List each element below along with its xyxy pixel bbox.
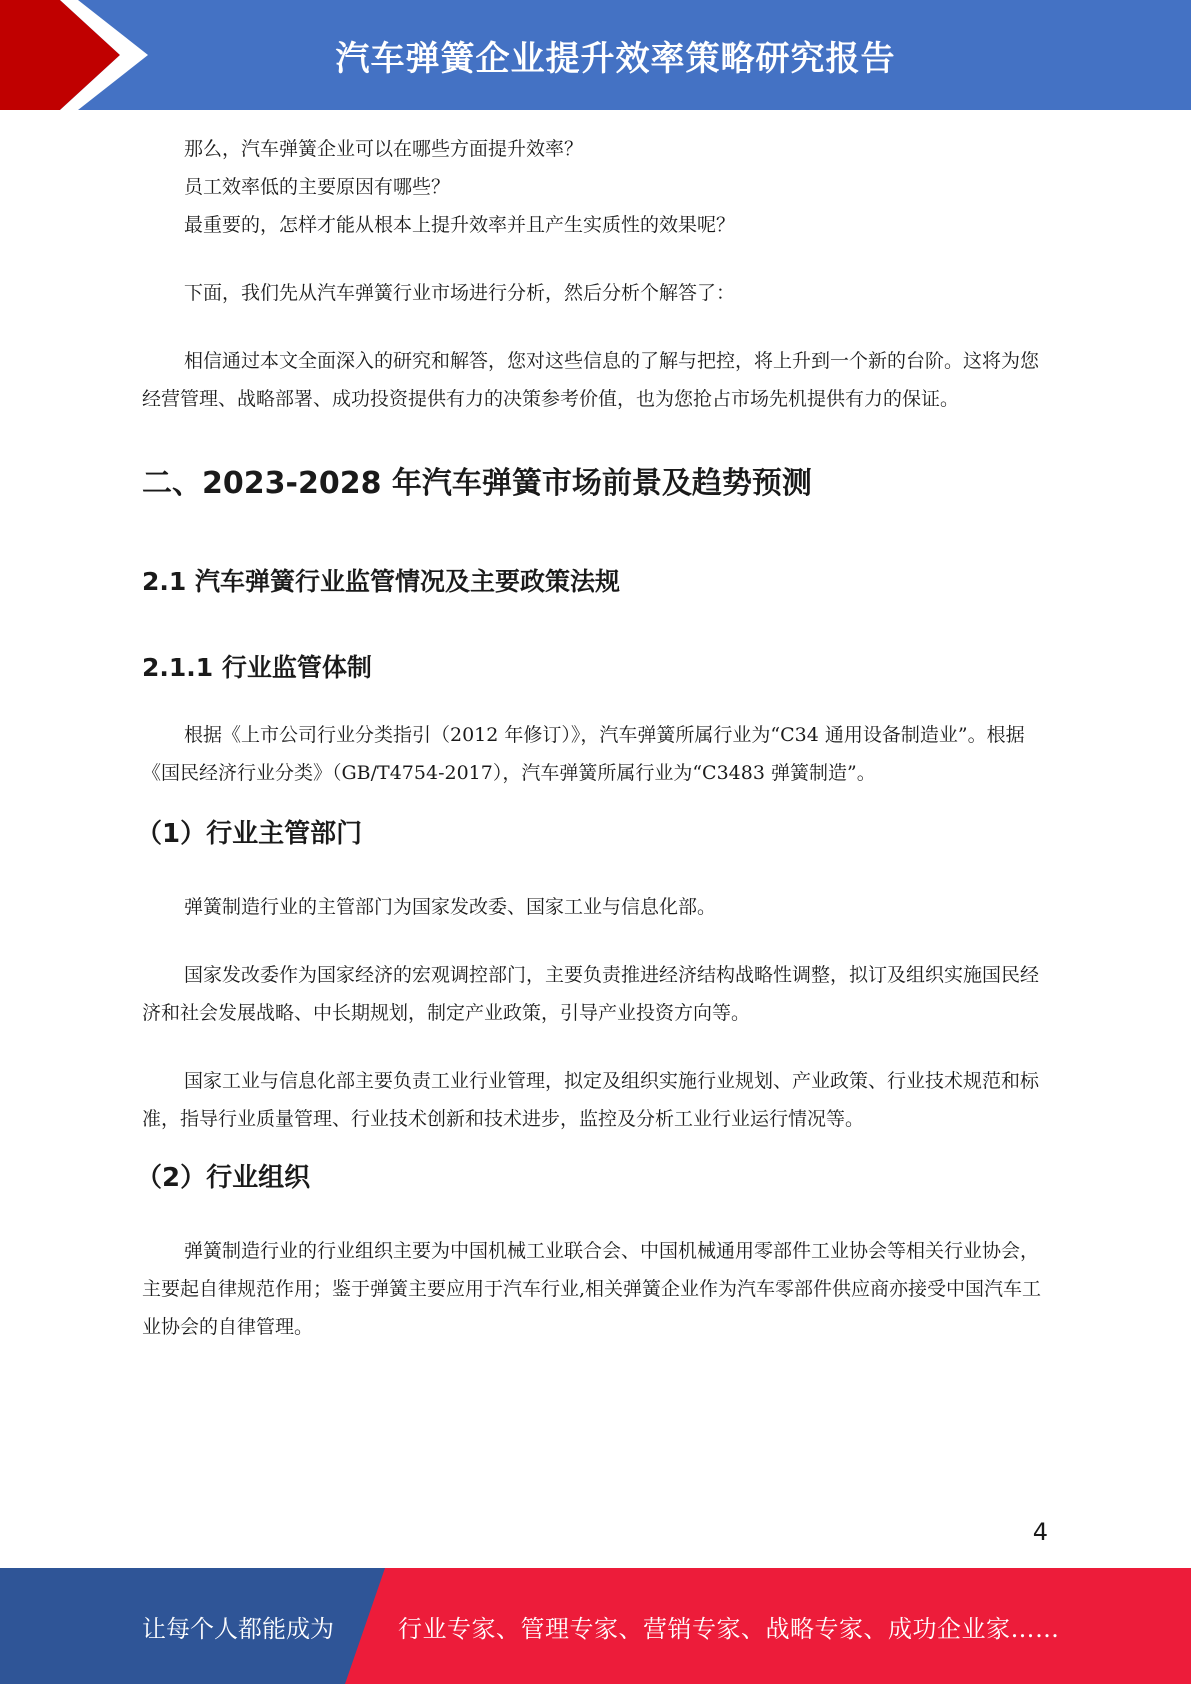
section-2-1-heading: 2.1 汽车弹簧行业监管情况及主要政策法规 [142, 567, 620, 596]
section-2-1-1-heading: 2.1.1 行业监管体制 [142, 653, 372, 682]
page-header [0, 0, 1191, 110]
page-footer [0, 1568, 1191, 1684]
intro-question-2: 员工效率低的主要原因有哪些？ [184, 176, 451, 198]
section-2-heading: 二、2023-2028 年汽车弹簧市场前景及趋势预测 [142, 466, 812, 501]
footer-slogan-lead: 让每个人都能成为 [142, 1614, 334, 1643]
intro-lead: 下面，我们先从汽车弹簧行业市场进行分析，然后分析个解答了： [184, 282, 736, 304]
item-1-paragraph-1: 弹簧制造行业的主管部门为国家发改委、国家工业与信息化部。 [184, 896, 717, 918]
report-title: 汽车弹簧企业提升效率策略研究报告 [335, 38, 896, 79]
intro-closing: 相信通过本文全面深入的研究和解答，您对这些信息的了解与把控，将上升到一个新的台阶。这将为您经营管理、战略部署、成功投资提供有力的决策参考价值，也为您抢占市场先机提供有力的保证。 [142, 350, 1040, 410]
item-1-heading: （1）行业主管部门 [136, 819, 363, 849]
intro-question-1: 那么，汽车弹簧企业可以在哪些方面提升效率？ [184, 138, 584, 160]
footer-slogan-roles: 行业专家、管理专家、营销专家、战略专家、成功企业家…… [398, 1614, 1060, 1643]
item-1-paragraph-2: 国家发改委作为国家经济的宏观调控部门，主要负责推进经济结构战略性调整，拟订及组织实施国民经济和社会发展战略、中长期规划，制定产业政策，引导产业投资方向等。 [142, 964, 1040, 1024]
item-2-heading: （2）行业组织 [136, 1163, 311, 1193]
item-1-paragraph-3: 国家工业与信息化部主要负责工业行业管理，拟定及组织实施行业规划、产业政策、行业技术规范和标准，指导行业质量管理、行业技术创新和技术进步，监控及分析工业行业运行情况等。 [142, 1070, 1040, 1130]
intro-question-3: 最重要的，怎样才能从根本上提升效率并且产生实质性的效果呢？ [184, 214, 736, 236]
item-2-paragraph-1: 弹簧制造行业的行业组织主要为中国机械工业联合会、中国机械通用零部件工业协会等相关行业协会，主要起自律规范作用；鉴于弹簧主要应用于汽车行业,相关弹簧企业作为汽车零部件供应商亦接受中国汽车工业协会的自律管理。 [142, 1240, 1042, 1338]
page-content [136, 130, 1048, 1346]
regulation-paragraph: 根据《上市公司行业分类指引（2012 年修订）》，汽车弹簧所属行业为“C34 通用设备制造业”。根据《国民经济行业分类》（GB/T4754-2017），汽车弹簧所属行业为“C3483 弹簧制造”。 [142, 724, 1025, 784]
page-number: 4 [1032, 1518, 1048, 1546]
